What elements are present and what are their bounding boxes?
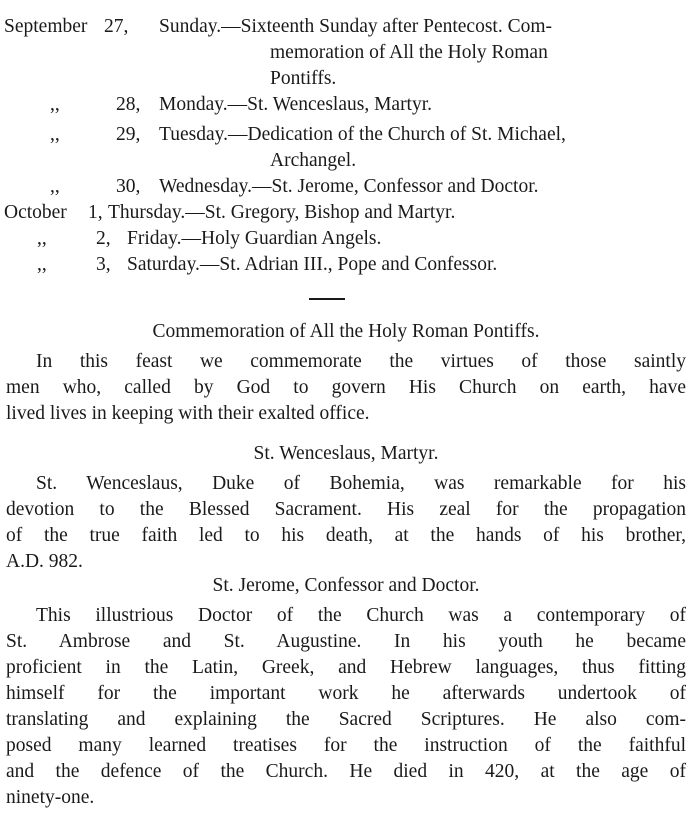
paragraph-line: lived lives in keeping with their exalted office. xyxy=(6,403,370,424)
paragraph-line: of the true faith led to his death, at the hands of his brother, xyxy=(6,525,686,546)
paragraph-line: posed many learned treatises for the instruction of the faithful xyxy=(6,735,686,756)
calendar-entry: Thursday.—St. Gregory, Bishop and Martyr. xyxy=(108,202,456,223)
calendar-ditto-mark: ,, xyxy=(50,94,60,115)
calendar-ditto-mark: ,, xyxy=(50,124,60,145)
calendar-day: 30, xyxy=(116,176,141,197)
paragraph-line: A.D. 982. xyxy=(6,551,83,572)
paragraph-line: men who, called by God to govern His Church on earth, have xyxy=(6,377,686,398)
calendar-entry-continuation: Pontiffs. xyxy=(270,68,337,89)
section-heading: Commemoration of All the Holy Roman Pontiffs. xyxy=(152,321,540,342)
calendar-day: 3, xyxy=(96,254,111,275)
calendar-row xyxy=(0,226,692,252)
calendar-entry: Wednesday.—St. Jerome, Confessor and Doctor. xyxy=(159,176,539,197)
calendar-ditto-mark: ,, xyxy=(50,176,60,197)
calendar-row xyxy=(0,122,692,148)
calendar-month: October xyxy=(4,202,67,223)
section-heading: St. Jerome, Confessor and Doctor. xyxy=(212,575,480,596)
calendar-entry: Monday.—St. Wenceslaus, Martyr. xyxy=(159,94,433,115)
calendar-row xyxy=(0,252,692,278)
calendar-month: September xyxy=(4,16,88,37)
calendar-day: 28, xyxy=(116,94,141,115)
calendar-ditto-mark: ,, xyxy=(37,228,47,249)
paragraph-line: devotion to the Blessed Sacrament. His zeal for the propagation xyxy=(6,499,686,520)
paragraph-line: This illustrious Doctor of the Church was a contemporary of xyxy=(36,605,686,626)
calendar-entry: Friday.—Holy Guardian Angels. xyxy=(127,228,382,249)
paragraph-line: In this feast we commemorate the virtues of those saintly xyxy=(36,351,686,372)
calendar-day: 27, xyxy=(104,16,129,37)
section-paragraph xyxy=(6,471,686,575)
section-heading: St. Wenceslaus, Martyr. xyxy=(253,443,439,464)
calendar-ditto-mark: ,, xyxy=(37,254,47,275)
paragraph-line: St. Ambrose and St. Augustine. In his youth he became xyxy=(6,631,686,652)
paragraph-line: translating and explaining the Sacred Scriptures. He also com- xyxy=(6,709,686,730)
calendar-row xyxy=(0,200,692,226)
section-paragraph xyxy=(6,603,686,811)
calendar-entry-continuation: memoration of All the Holy Roman xyxy=(270,42,548,63)
paragraph-line: himself for the important work he afterwards undertook of xyxy=(6,683,686,704)
section-divider xyxy=(309,298,345,300)
calendar-row xyxy=(0,174,692,200)
paragraph-line: and the defence of the Church. He died in 420, at the age of xyxy=(6,761,686,782)
calendar-row xyxy=(0,92,692,118)
calendar-entry-continuation: Archangel. xyxy=(270,150,357,171)
calendar-entry: Sunday.—Sixteenth Sunday after Pentecost. Com- xyxy=(159,16,553,37)
section-paragraph xyxy=(6,349,686,427)
paragraph-line: St. Wenceslaus, Duke of Bohemia, was remarkable for his xyxy=(36,473,686,494)
calendar-day: 2, xyxy=(96,228,111,249)
paragraph-line: proficient in the Latin, Greek, and Hebrew languages, thus fitting xyxy=(6,657,686,678)
paragraph-line: ninety-one. xyxy=(6,787,95,808)
calendar-day: 29, xyxy=(116,124,141,145)
calendar-entry: Saturday.—St. Adrian III., Pope and Confessor. xyxy=(127,254,498,275)
calendar-entry: Tuesday.—Dedication of the Church of St. Michael, xyxy=(159,124,566,145)
calendar-day: 1, xyxy=(88,202,103,223)
calendar-row xyxy=(0,14,692,40)
